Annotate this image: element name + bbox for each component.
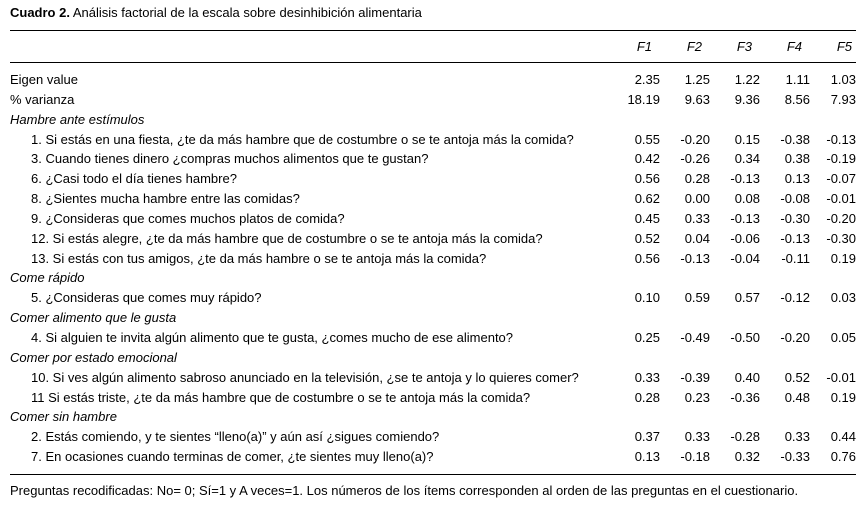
item-label: 9. ¿Consideras que comes muchos platos de comida? <box>31 210 345 226</box>
header-f1: F1 <box>636 39 652 54</box>
loading-f1: 2.35 <box>634 72 660 87</box>
loading-f3: 0.34 <box>734 151 760 167</box>
loading-f2: -0.49 <box>680 329 710 345</box>
loading-f1: 0.52 <box>634 230 660 246</box>
column-header-row <box>10 38 856 56</box>
table-row <box>10 130 856 150</box>
loading-f4: -0.30 <box>780 210 810 226</box>
loading-f3: 0.15 <box>734 131 760 147</box>
loading-f2: -0.39 <box>680 369 710 385</box>
loading-f5: -0.30 <box>826 230 856 246</box>
header-f3: F3 <box>736 39 752 54</box>
statistic-label: % varianza <box>10 91 75 107</box>
group-heading-row <box>10 407 856 427</box>
group-heading-row <box>10 268 856 288</box>
top-rule <box>10 30 856 31</box>
loading-f4: -0.11 <box>781 250 810 266</box>
loading-f2: 0.23 <box>684 389 710 405</box>
item-label: 12. Si estás alegre, ¿te da más hambre que de costumbre o se te antoja más la comida? <box>31 230 543 246</box>
statistic-row <box>10 70 856 90</box>
caption-number: Cuadro 2. <box>10 5 70 20</box>
loading-f5: 0.76 <box>830 449 856 465</box>
loading-f5: -0.01 <box>826 191 856 207</box>
loading-f3: -0.36 <box>730 389 760 405</box>
loading-f3: 1.22 <box>734 72 760 87</box>
header-f2: F2 <box>686 39 702 54</box>
loading-f3: -0.50 <box>730 329 760 345</box>
loading-f3: 0.32 <box>734 449 760 465</box>
loading-f3: -0.13 <box>730 210 760 226</box>
loading-f5: 0.05 <box>830 329 856 345</box>
loading-f4: 8.56 <box>784 91 810 107</box>
group-label: Comer alimento que le gusta <box>10 310 177 326</box>
loading-f5: 0.19 <box>830 389 856 405</box>
loading-f1: 18.19 <box>627 91 660 107</box>
loading-f3: 0.40 <box>734 369 760 385</box>
loading-f4: 0.48 <box>784 389 810 405</box>
loading-f1: 0.45 <box>634 210 660 226</box>
group-label: Come rápido <box>10 270 85 286</box>
item-label: 3. Cuando tienes dinero ¿compras muchos alimentos que te gustan? <box>31 151 429 167</box>
header-f4: F4 <box>786 39 802 54</box>
statistic-row <box>10 90 856 110</box>
loading-f4: -0.13 <box>780 230 810 246</box>
item-label: 11 Si estás triste, ¿te da más hambre que de costumbre o se te antoja más la comida? <box>31 389 531 405</box>
loading-f2: 0.33 <box>684 210 710 226</box>
loading-f1: 0.62 <box>634 191 660 207</box>
loading-f2: -0.13 <box>680 250 710 266</box>
loading-f2: -0.18 <box>680 449 710 465</box>
loading-f1: 0.33 <box>634 369 660 385</box>
loading-f4: 1.11 <box>785 72 810 87</box>
bottom-rule <box>10 474 856 475</box>
group-label: Hambre ante estímulos <box>10 111 145 127</box>
loading-f2: -0.20 <box>680 131 710 147</box>
loading-f3: 9.36 <box>734 91 760 107</box>
loading-f1: 0.37 <box>634 429 660 445</box>
factor-table <box>10 70 856 467</box>
table-row <box>10 288 856 308</box>
loading-f5: 0.03 <box>830 290 856 306</box>
loading-f5: -0.07 <box>826 171 856 187</box>
loading-f3: -0.04 <box>730 250 760 266</box>
loading-f5: 7.93 <box>830 91 856 107</box>
item-label: 2. Estás comiendo, y te sientes “lleno(a)” y aún así ¿sigues comiendo? <box>31 429 440 445</box>
group-heading-row <box>10 110 856 130</box>
loading-f3: 0.08 <box>734 191 760 207</box>
table-caption <box>10 4 422 22</box>
loading-f1: 0.55 <box>634 131 660 147</box>
table-row <box>10 368 856 388</box>
table-footnote: Preguntas recodificadas: No= 0; Sí=1 y A veces=1. Los números de los ítems corresponden al orden de las preguntas en el cuestionario. <box>10 483 799 498</box>
table-row <box>10 447 856 467</box>
loading-f5: -0.20 <box>826 210 856 226</box>
group-label: Comer sin hambre <box>10 409 117 425</box>
header-f5: F5 <box>836 39 852 54</box>
loading-f1: 0.10 <box>634 290 660 306</box>
statistic-label: Eigen value <box>10 72 78 87</box>
loading-f1: 0.56 <box>634 250 660 266</box>
group-heading-row <box>10 348 856 368</box>
loading-f4: -0.08 <box>780 191 810 207</box>
loading-f5: -0.13 <box>826 131 856 147</box>
loading-f4: 0.13 <box>784 171 810 187</box>
loading-f3: -0.28 <box>730 429 760 445</box>
loading-f4: 0.38 <box>784 151 810 167</box>
table-row <box>10 169 856 189</box>
table-row <box>10 229 856 249</box>
loading-f5: -0.01 <box>826 369 856 385</box>
loading-f1: 0.42 <box>634 151 660 167</box>
loading-f4: -0.33 <box>780 449 810 465</box>
loading-f4: -0.38 <box>780 131 810 147</box>
loading-f1: 0.28 <box>634 389 660 405</box>
loading-f2: 0.04 <box>684 230 710 246</box>
item-label: 8. ¿Sientes mucha hambre entre las comidas? <box>31 191 300 207</box>
loading-f5: 0.44 <box>830 429 856 445</box>
item-label: 10. Si ves algún alimento sabroso anunciado en la televisión, ¿se te antoja y lo quieres comer? <box>31 369 579 385</box>
loading-f2: -0.26 <box>680 151 710 167</box>
loading-f3: 0.57 <box>734 290 760 306</box>
loading-f4: 0.33 <box>784 429 810 445</box>
table-body <box>10 70 856 467</box>
loading-f2: 9.63 <box>684 91 710 107</box>
loading-f1: 0.13 <box>634 449 660 465</box>
loading-f5: 1.03 <box>830 72 856 87</box>
loading-f1: 0.56 <box>634 171 660 187</box>
item-label: 5. ¿Consideras que comes muy rápido? <box>31 290 262 306</box>
loading-f2: 0.28 <box>684 171 710 187</box>
item-label: 4. Si alguien te invita algún alimento que te gusta, ¿comes mucho de ese alimento? <box>31 329 514 345</box>
table-row <box>10 328 856 348</box>
table-row <box>10 209 856 229</box>
loading-f3: -0.06 <box>730 230 760 246</box>
table-row <box>10 427 856 447</box>
table-row <box>10 189 856 209</box>
loading-f4: 0.52 <box>784 369 810 385</box>
item-label: 13. Si estás con tus amigos, ¿te da más hambre o se te antoja más la comida? <box>31 250 487 266</box>
group-label: Comer por estado emocional <box>10 349 177 365</box>
table-row <box>10 388 856 408</box>
header-rule <box>10 62 856 63</box>
loading-f2: 0.59 <box>684 290 710 306</box>
loading-f4: -0.12 <box>780 290 810 306</box>
table-row <box>10 149 856 169</box>
item-label: 1. Si estás en una fiesta, ¿te da más hambre que de costumbre o se te antoja más la comida? <box>31 131 574 147</box>
loading-f1: 0.25 <box>634 329 660 345</box>
loading-f5: 0.19 <box>830 250 856 266</box>
loading-f3: -0.13 <box>730 171 760 187</box>
loading-f2: 1.25 <box>684 72 710 87</box>
item-label: 6. ¿Casi todo el día tienes hambre? <box>31 171 237 187</box>
loading-f4: -0.20 <box>780 329 810 345</box>
loading-f2: 0.00 <box>684 191 710 207</box>
loading-f2: 0.33 <box>684 429 710 445</box>
loading-f5: -0.19 <box>826 151 856 167</box>
item-label: 7. En ocasiones cuando terminas de comer, ¿te sientes muy lleno(a)? <box>31 449 434 465</box>
group-heading-row <box>10 308 856 328</box>
caption-title: Análisis factorial de la escala sobre desinhibición alimentaria <box>69 5 422 20</box>
table-row <box>10 249 856 269</box>
